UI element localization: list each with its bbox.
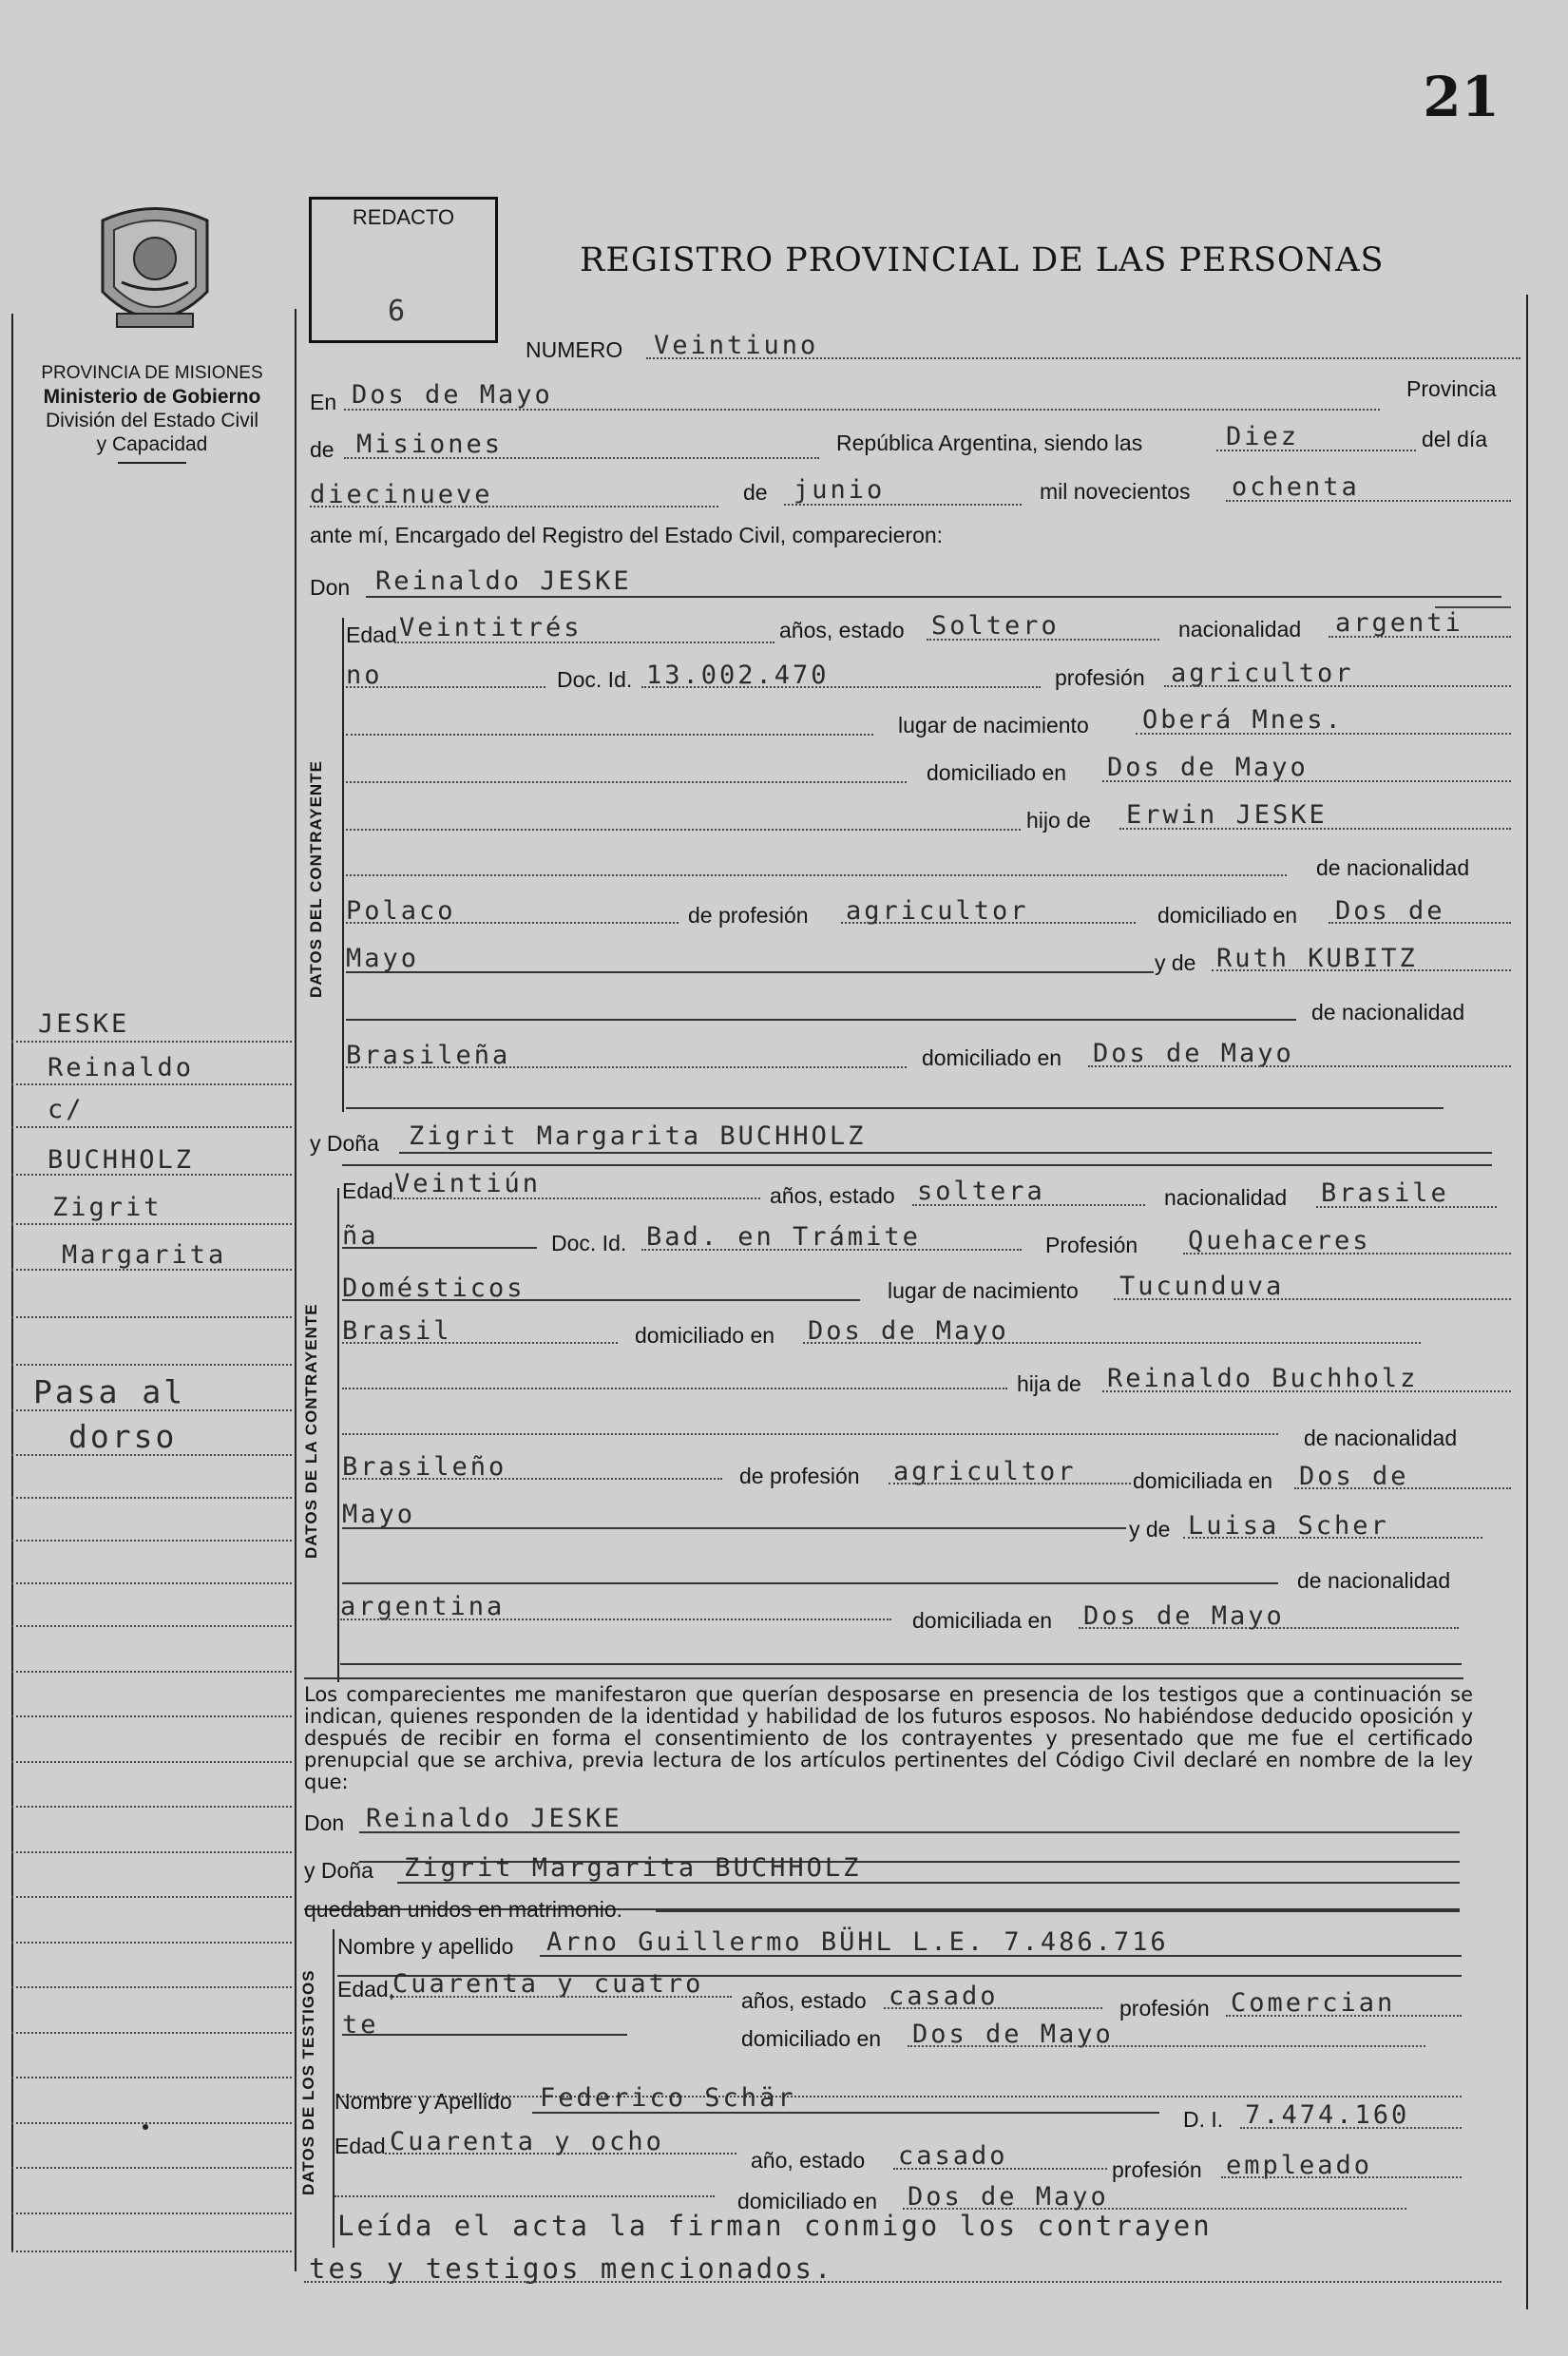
- anio-value: ochenta: [1232, 472, 1360, 502]
- margin-note-pasa: Pasa al: [33, 1373, 186, 1410]
- m-yde-label: y de: [1129, 1517, 1171, 1542]
- decl-dona-value: Zigrit Margarita BUCHHOLZ: [404, 1853, 862, 1883]
- c-madre-dom-value: Dos de Mayo: [1093, 1039, 1294, 1068]
- m-edad-value: Veintiún: [394, 1169, 542, 1198]
- numero-label: NUMERO: [526, 337, 623, 362]
- don-label: Don: [310, 575, 351, 600]
- m-madre-nac-value: argentina: [340, 1592, 506, 1621]
- contrayente-name: Reinaldo JESKE: [375, 566, 632, 596]
- closing-line-1: Leída el acta la firman conmigo los contrayen: [337, 2210, 1213, 2242]
- decl-dona-label: y Doña: [304, 1858, 373, 1883]
- declaration-text: Los comparecientes me manifestaron que querían desposarse en presencia de los testigos que a continuación se indican, quienes responden de la identidad y habilidad de los futuros esposos. No habiéndose deducido oposición y después de recibir en forma el consentimiento de los contrayentes y presentado que me fue el certificado prenupcial que se archiva, previa lectura de los artículos pertinentes del Código Civil declaré en nombre de la ley que:: [304, 1683, 1473, 1793]
- t2-di-value: 7.474.160: [1245, 2100, 1410, 2130]
- m-de-prof-label: de profesión: [739, 1464, 860, 1488]
- m-dom-value: Dos de Mayo: [808, 1316, 1009, 1346]
- m-padre-value: Reinaldo Buchholz: [1107, 1364, 1419, 1393]
- de-value: Misiones: [356, 430, 504, 459]
- margin-note-name-3: Margarita: [62, 1240, 227, 1270]
- redacto-label: REDACTO: [352, 205, 455, 229]
- c-nac-value-1: argenti: [1335, 608, 1463, 638]
- c-padre-dom-value-2: Mayo: [346, 944, 420, 973]
- margin-note-dorso: dorso: [68, 1418, 178, 1455]
- m-nac-value-2: ña: [342, 1221, 379, 1251]
- c-padre-prof-value: agricultor: [846, 896, 1029, 926]
- t2-nombre-label: Nombre y Apellido: [335, 2089, 512, 2114]
- t2-prof-label: profesión: [1112, 2157, 1202, 2182]
- c-edad-label: Edad: [346, 623, 397, 647]
- t2-dom-label: domiciliado en: [737, 2189, 878, 2213]
- margin-note-name: Reinaldo: [48, 1053, 195, 1082]
- org-province: PROVINCIA DE MISIONES: [41, 363, 263, 383]
- m-madre-dom-value: Dos de Mayo: [1083, 1601, 1285, 1631]
- t1-nombre-label: Nombre y apellido: [337, 1934, 514, 1959]
- mes-value: junio: [794, 475, 886, 505]
- t1-prof-value: Comercian: [1231, 1988, 1396, 2018]
- c-lugar-value: Oberá Mnes.: [1142, 705, 1344, 735]
- m-padre-dom-label: domiciliada en: [1133, 1468, 1273, 1493]
- t2-edad-label: Edad: [335, 2134, 386, 2158]
- t2-anios-label: año, estado: [751, 2148, 866, 2173]
- contrayente-section-label: DATOS DEL CONTRAYENTE: [307, 760, 325, 998]
- t1-dom-value: Dos de Mayo: [912, 2020, 1114, 2049]
- c-padre-dom-label: domiciliado en: [1157, 903, 1298, 928]
- t1-edad-value-2: te: [342, 2010, 379, 2040]
- ink-dot: [143, 2124, 148, 2130]
- t1-nombre-value: Arno Guillermo BÜHL L.E. 7.486.716: [546, 1927, 1169, 1957]
- m-madre-value: Luisa Scher: [1188, 1511, 1389, 1541]
- m-lugar-value-1: Tucunduva: [1119, 1272, 1285, 1301]
- c-dom-value: Dos de Mayo: [1107, 753, 1309, 782]
- del-dia-label: del día: [1422, 427, 1488, 451]
- c-edad-value: Veintitrés: [399, 613, 583, 642]
- en-value: Dos de Mayo: [352, 380, 553, 410]
- m-anios-label: años, estado: [770, 1183, 895, 1208]
- c-madre-nac-value: Brasileña: [346, 1041, 511, 1070]
- c-estado-value: Soltero: [931, 611, 1060, 641]
- de-mes-label: de: [743, 480, 768, 505]
- testigos-section-label: DATOS DE LOS TESTIGOS: [299, 1969, 317, 2195]
- org-division: División del Estado Civil: [45, 410, 259, 431]
- c-madre-dom-label: domiciliado en: [922, 1045, 1062, 1070]
- c-de-prof-label: de profesión: [688, 903, 809, 928]
- m-madre-dom-label: domiciliada en: [912, 1608, 1053, 1633]
- c-dom-label: domiciliado en: [927, 760, 1067, 785]
- m-prof-value-2: Domésticos: [342, 1274, 526, 1303]
- m-doc-value: Bad. en Trámite: [646, 1222, 921, 1252]
- m-padre-nac-value: Brasileño: [342, 1452, 507, 1482]
- t2-prof-value: empleado: [1226, 2151, 1373, 2180]
- m-nac-value-1: Brasile: [1321, 1178, 1449, 1208]
- t1-prof-label: profesión: [1119, 1996, 1210, 2021]
- margin-note-con: c/: [48, 1095, 85, 1124]
- provincia-label: Provincia: [1406, 376, 1497, 401]
- t1-edad-label: Edad,: [337, 1977, 395, 2002]
- m-dom-label: domiciliado en: [635, 1323, 775, 1348]
- margin-note-name-2: Zigrit: [52, 1193, 163, 1222]
- quedaban-label: quedaban unidos en matrimonio.: [304, 1897, 623, 1922]
- redacto-value: 6: [388, 295, 406, 328]
- t2-nombre-value: Federico Schär: [540, 2083, 796, 2113]
- m-doc-label: Doc. Id.: [551, 1231, 627, 1255]
- m-padre-dom-value-2: Mayo: [342, 1500, 416, 1529]
- m-lugar-value-2: Brasil: [342, 1316, 452, 1346]
- decl-don-label: Don: [304, 1810, 345, 1835]
- c-prof-label: profesión: [1055, 665, 1145, 690]
- ante-label: ante mí, Encargado del Registro del Estado Civil, comparecieron:: [310, 523, 944, 547]
- dona-label: y Doña: [310, 1131, 379, 1156]
- t2-estado-value: casado: [898, 2141, 1008, 2171]
- c-doc-value: 13.002.470: [646, 661, 830, 690]
- m-hija-label: hija de: [1017, 1371, 1081, 1396]
- t1-anios-label: años, estado: [741, 1988, 867, 2013]
- org-block: [10, 361, 295, 464]
- closing-line-2: tes y testigos mencionados.: [309, 2252, 834, 2285]
- c-doc-label: Doc. Id.: [557, 667, 633, 692]
- mil-label: mil novecientos: [1040, 479, 1191, 504]
- m-nac-label: nacionalidad: [1164, 1185, 1288, 1210]
- dia-value: diecinueve: [310, 480, 493, 509]
- c-padre-nac-value: Polaco: [346, 896, 456, 926]
- numero-value: Veintiuno: [654, 331, 819, 360]
- c-nac-value-2: no: [346, 661, 383, 690]
- margin-note-surname-2: BUCHHOLZ: [48, 1145, 195, 1175]
- c-nac-label: nacionalidad: [1178, 617, 1302, 642]
- c-padre-value: Erwin JESKE: [1126, 800, 1328, 830]
- page-number: 21: [1423, 65, 1500, 129]
- c-de-nac-label-2: de nacionalidad: [1311, 1000, 1465, 1025]
- c-de-nac-label: de nacionalidad: [1316, 855, 1470, 880]
- m-de-nac-label-2: de nacionalidad: [1297, 1568, 1451, 1593]
- c-prof-value: agricultor: [1171, 659, 1354, 688]
- c-lugar-label: lugar de nacimiento: [898, 713, 1089, 737]
- m-de-nac-label: de nacionalidad: [1304, 1426, 1458, 1450]
- redacto-box: [309, 197, 498, 343]
- t2-edad-value: Cuarenta y ocho: [390, 2127, 664, 2156]
- en-label: En: [310, 390, 337, 414]
- c-yde-label: y de: [1155, 950, 1196, 975]
- c-padre-dom-value-1: Dos de: [1335, 896, 1445, 926]
- m-edad-label: Edad: [342, 1178, 393, 1203]
- t1-estado-value: casado: [889, 1982, 999, 2011]
- m-estado-value: soltera: [917, 1177, 1045, 1206]
- org-capacity: y Capacidad: [96, 433, 208, 455]
- org-ministry: Ministerio de Gobierno: [43, 386, 261, 408]
- t1-dom-label: domiciliado en: [741, 2026, 882, 2051]
- t1-edad-value-1: Cuarenta y cuatro: [392, 1969, 704, 1999]
- m-lugar-label: lugar de nacimiento: [888, 1278, 1079, 1303]
- decl-don-value: Reinaldo JESKE: [366, 1804, 622, 1833]
- m-prof-value-1: Quehaceres: [1188, 1226, 1371, 1255]
- hora-value: Diez: [1226, 422, 1300, 451]
- contrayenta-name: Zigrit Margarita BUCHHOLZ: [409, 1121, 867, 1151]
- m-padre-dom-value-1: Dos de: [1299, 1462, 1409, 1491]
- page-title: REGISTRO PROVINCIAL DE LAS PERSONAS: [580, 241, 1385, 279]
- contrayenta-section-label: DATOS DE LA CONTRAYENTE: [302, 1303, 320, 1559]
- m-prof-label: Profesión: [1045, 1233, 1138, 1257]
- t2-dom-value: Dos de Mayo: [908, 2182, 1109, 2212]
- provincial-seal-icon: [93, 201, 217, 339]
- c-hijo-label: hijo de: [1026, 808, 1091, 833]
- de-label: de: [310, 437, 335, 462]
- margin-note-surname: JESKE: [38, 1009, 130, 1039]
- t2-di-label: D. I.: [1183, 2107, 1224, 2132]
- c-anios-label: años, estado: [779, 618, 905, 642]
- c-madre-value: Ruth KUBITZ: [1216, 944, 1418, 973]
- republica-label: República Argentina, siendo las: [836, 431, 1143, 455]
- m-padre-prof-value: agricultor: [893, 1457, 1077, 1486]
